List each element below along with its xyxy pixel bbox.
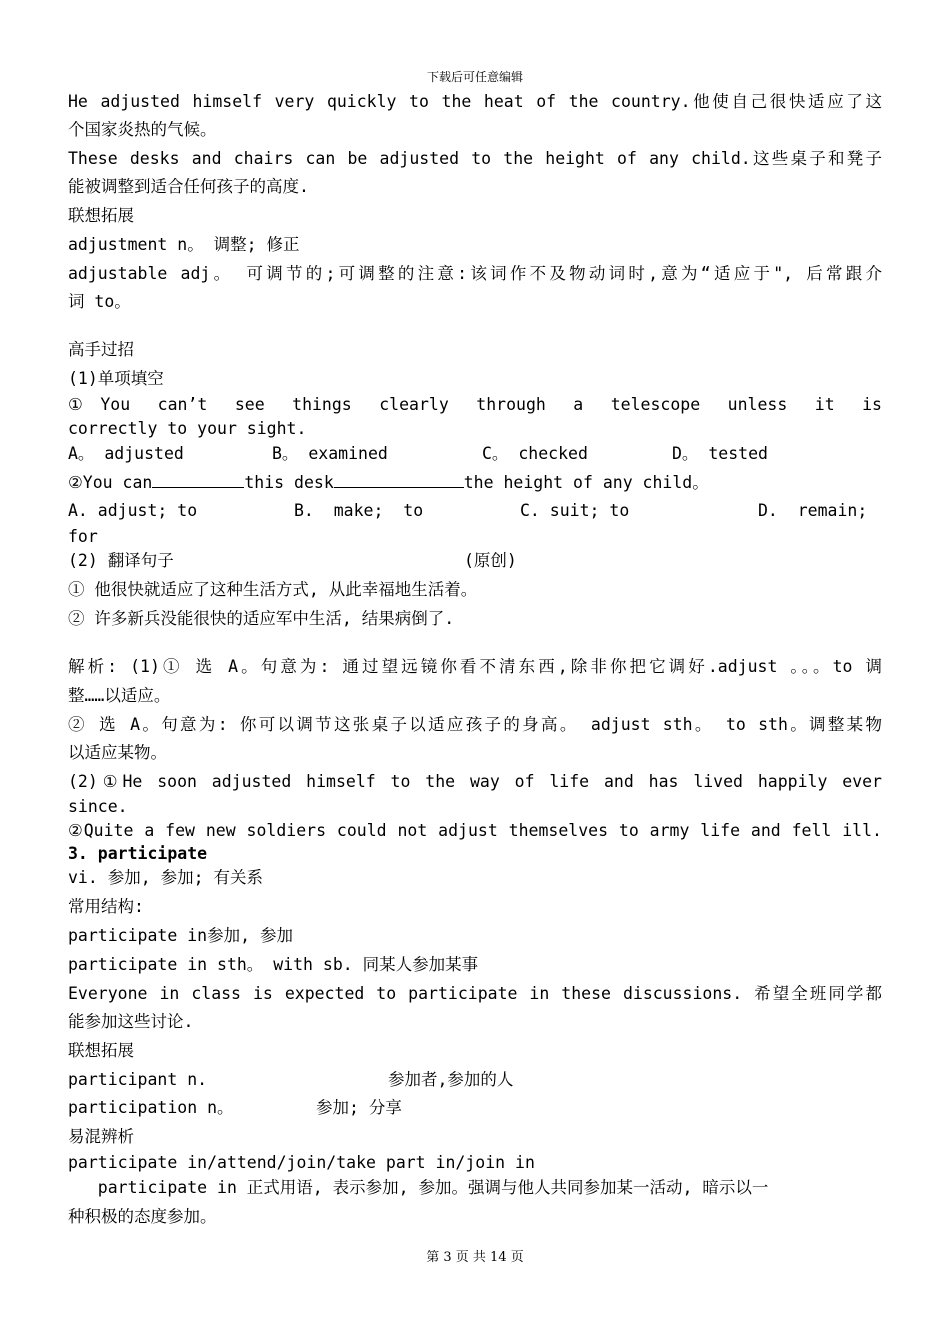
- text-line: participate in参加, 参加: [68, 926, 293, 945]
- text-line: ②Quite a few new soldiers could not adjust themselves to army life and fell ill.: [68, 821, 882, 840]
- question-text: ②You can: [68, 473, 153, 492]
- options-row: [68, 443, 882, 465]
- text-line: ② 选 A。句意为: 你可以调节这张桌子以适应孩子的身高。 adjust sth。 to sth。调整某物: [68, 715, 882, 734]
- text-line: 词 to。: [68, 292, 131, 311]
- definition: 参加; 分享: [316, 1098, 402, 1117]
- text-line: adjustment n。 调整; 修正: [68, 235, 300, 254]
- options-row: [68, 500, 882, 522]
- text-line: participate in sth。 with sb. 同某人参加某事: [68, 955, 479, 974]
- section-heading: 联想拓展: [68, 1041, 134, 1060]
- option-d: D. remain;: [758, 501, 868, 520]
- answer-blank: [152, 471, 244, 488]
- question-line: correctly to your sight.: [68, 419, 307, 438]
- text-line: [68, 1097, 882, 1119]
- text-line: adjustable adj。 可调节的;可调整的注意:该词作不及物动词时,意为“适应于", 后常跟介: [68, 264, 882, 283]
- text-line: participate in 正式用语, 表示参加, 参加。强调与他人共同参加某一活动, 暗示以一: [68, 1178, 769, 1197]
- text-line: since.: [68, 797, 128, 816]
- section-heading: 联想拓展: [68, 206, 134, 225]
- text-line: for: [68, 527, 98, 546]
- text-line: ② 许多新兵没能很快的适应军中生活, 结果病倒了.: [68, 609, 455, 628]
- text-line: He adjusted himself very quickly to the heat of the country.他使自己很快适应了这: [68, 92, 882, 111]
- text-line: ① 他很快就适应了这种生活方式, 从此幸福地生活着。: [68, 580, 478, 599]
- section-heading: 高手过招: [68, 340, 134, 359]
- option-b: B。 examined: [272, 444, 388, 463]
- page-header: 下载后可任意编辑: [426, 70, 523, 84]
- text-line: (2)①He soon adjusted himself to the way of life and has lived happily ever: [68, 772, 882, 791]
- question-line: [68, 471, 882, 494]
- text-line: (1)单项填空: [68, 369, 164, 388]
- text-line: vi. 参加, 参加; 有关系: [68, 868, 263, 887]
- text-line: [68, 1069, 882, 1091]
- section-heading: 易混辨析: [68, 1127, 134, 1146]
- option-c: C. suit; to: [520, 501, 630, 520]
- text-line: 能参加这些讨论.: [68, 1012, 194, 1031]
- option-a: A。 adjusted: [68, 444, 184, 463]
- source-note: (原创): [464, 551, 517, 570]
- option-a: A. adjust; to: [68, 501, 198, 520]
- text-line: Everyone in class is expected to participate in these discussions. 希望全班同学都: [68, 984, 882, 1003]
- definition: 参加者,参加的人: [388, 1070, 514, 1089]
- page-footer: 第 3 页 共 14 页: [426, 1250, 524, 1265]
- text-line: [68, 550, 882, 572]
- term: participation n。: [68, 1098, 234, 1117]
- term: participant n.: [68, 1070, 208, 1089]
- question-line: ①You can’t see things clearly through a telescope unless it is: [68, 395, 882, 414]
- text-line: 以适应某物。: [68, 743, 167, 762]
- section-heading: 3. participate: [68, 844, 208, 863]
- option-d: D。 tested: [672, 444, 768, 463]
- text-line: 个国家炎热的气候。: [68, 120, 217, 139]
- text-line: 解析: (1)① 选 A。句意为: 通过望远镜你看不清东西,除非你把它调好.adjust 。。。to 调: [68, 657, 882, 676]
- text-line: participate in/attend/join/take part in/join in: [68, 1153, 535, 1172]
- text-line: 能被调整到适合任何孩子的高度.: [68, 177, 309, 196]
- question-text: this desk: [244, 473, 334, 492]
- subsection-label: (2) 翻译句子: [68, 551, 174, 570]
- option-c: C。 checked: [482, 444, 588, 463]
- text-line: 常用结构:: [68, 897, 144, 916]
- text-line: These desks and chairs can be adjusted to the height of any child.这些桌子和凳子: [68, 149, 882, 168]
- text-line: 整……以适应。: [68, 686, 171, 705]
- question-text: the height of any child。: [463, 473, 709, 492]
- answer-blank: [334, 471, 464, 488]
- option-b: B. make; to: [294, 501, 424, 520]
- text-line: 种积极的态度参加。: [68, 1207, 217, 1226]
